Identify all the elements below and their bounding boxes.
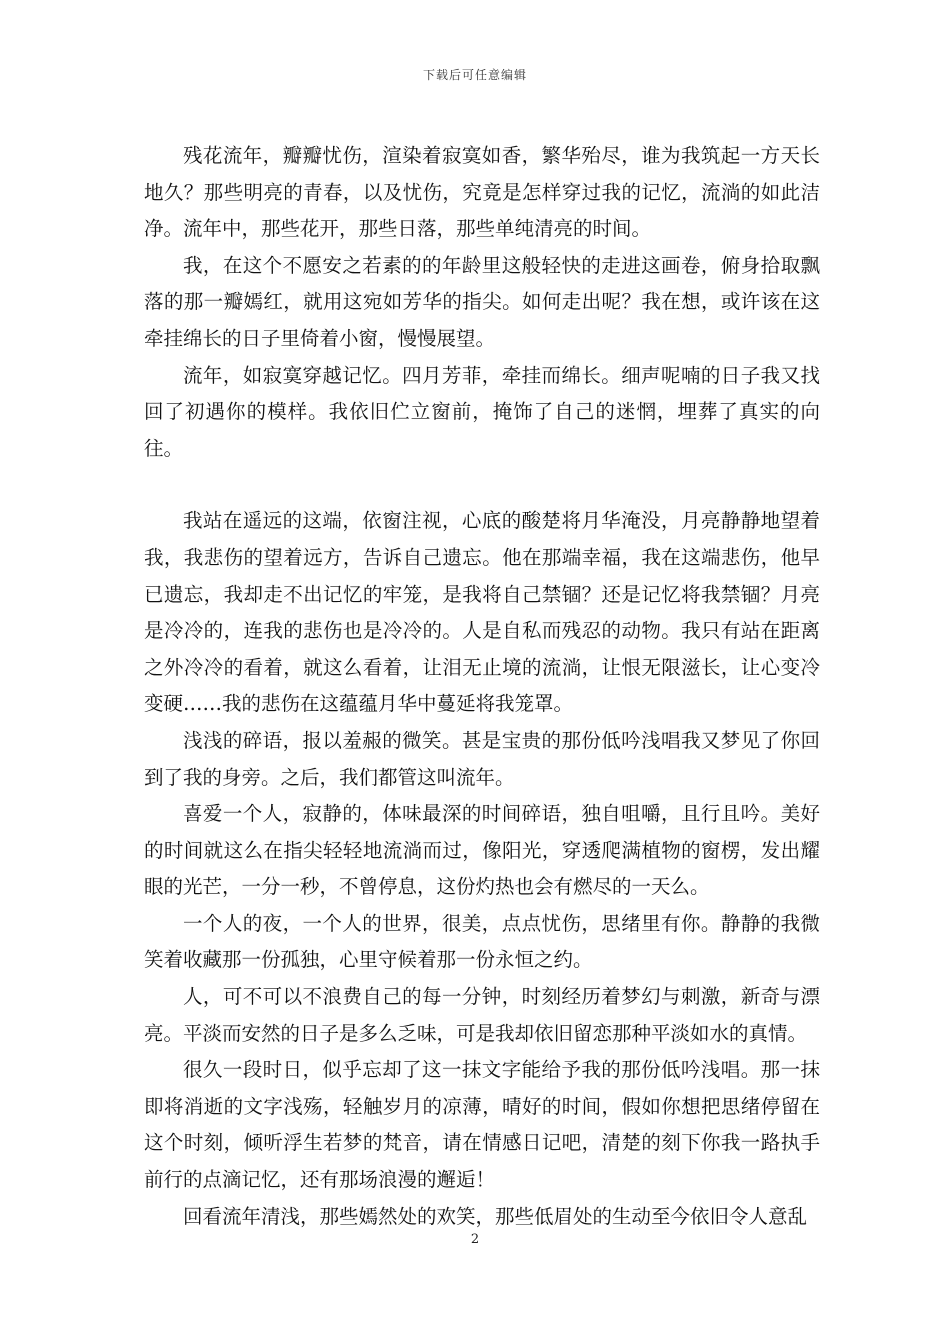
paragraph: 回看流年清浅，那些嫣然处的欢笑，那些低眉处的生动至今依旧令人意乱 — [183, 1204, 808, 1228]
page-header: 下载后可任意编辑 — [422, 68, 527, 82]
article-body — [144, 138, 820, 1235]
paragraph: 流年，如寂寞穿越记忆。四月芳菲，牵挂而绵长。细声呢喃的日子我又找回了初遇你的模样。我依旧伫立窗前，掩饰了自己的迷惘，埋葬了真实的向往。 — [144, 363, 820, 460]
paragraph: 一个人的夜，一个人的世界，很美，点点忧伤，思绪里有你。静静的我微笑着收藏那一份孤独，心里守候着那一份永恒之约。 — [144, 911, 820, 972]
paragraph: 喜爱一个人，寂静的，体味最深的时间碎语，独自咀嚼，且行且吟。美好的时间就这么在指尖轻轻地流淌而过，像阳光，穿透爬满植物的窗楞，发出耀眼的光芒，一分一秒，不曾停息，这份灼热也会有燃尽的一天么。 — [144, 802, 820, 899]
paragraph: 浅浅的碎语，报以羞赧的微笑。甚是宝贵的那份低吟浅唱我又梦见了你回到了我的身旁。之后，我们都管这叫流年。 — [144, 728, 820, 789]
page-number: 2 — [470, 1232, 480, 1247]
paragraph: 人，可不可以不浪费自己的每一分钟，时刻经历着梦幻与刺激，新奇与漂亮。平淡而安然的日子是多么乏味，可是我却依旧留恋那种平淡如水的真情。 — [144, 985, 820, 1045]
paragraph: 我，在这个不愿安之若素的的年龄里这般轻快的走进这画卷，俯身拾取飘落的那一瓣嫣红，就用这宛如芳华的指尖。如何走出呢？我在想，或许该在这牵挂绵长的日子里倚着小窗，慢慢展望。 — [144, 253, 820, 350]
paragraph: 残花流年，瓣瓣忧伤，渲染着寂寞如香，繁华殆尽，谁为我筑起一方天长地久？那些明亮的青春，以及忧伤，究竟是怎样穿过我的记忆，流淌的如此洁净。流年中，那些花开，那些日落，那些单纯清亮的时间。 — [144, 144, 820, 241]
paragraph: 很久一段时日，似乎忘却了这一抹文字能给予我的那份低吟浅唱。那一抹即将消逝的文字浅殇，轻触岁月的凉薄，晴好的时间，假如你想把思绪停留在这个时刻，倾听浮生若梦的梵音，请在情感日记吧，清楚的刻下你我一路执手前行的点滴记忆，还有那场浪漫的邂逅！ — [144, 1058, 820, 1192]
paragraph: 我站在遥远的这端，依窗注视，心底的酸楚将月华淹没，月亮静静地望着我，我悲伤的望着远方，告诉自己遗忘。他在那端幸福，我在这端悲伤，他早已遗忘，我却走不出记忆的牢笼，是我将自己禁锢？还是记忆将我禁锢？月亮是冷冷的，连我的悲伤也是冷冷的。人是自私而残忍的动物。我只有站在距离之外冷冷的看着，就这么看着，让泪无止境的流淌，让恨无限滋长，让心变冷变硬……我的悲伤在这蕴蕴月华中蔓延将我笼罩。 — [144, 509, 820, 716]
